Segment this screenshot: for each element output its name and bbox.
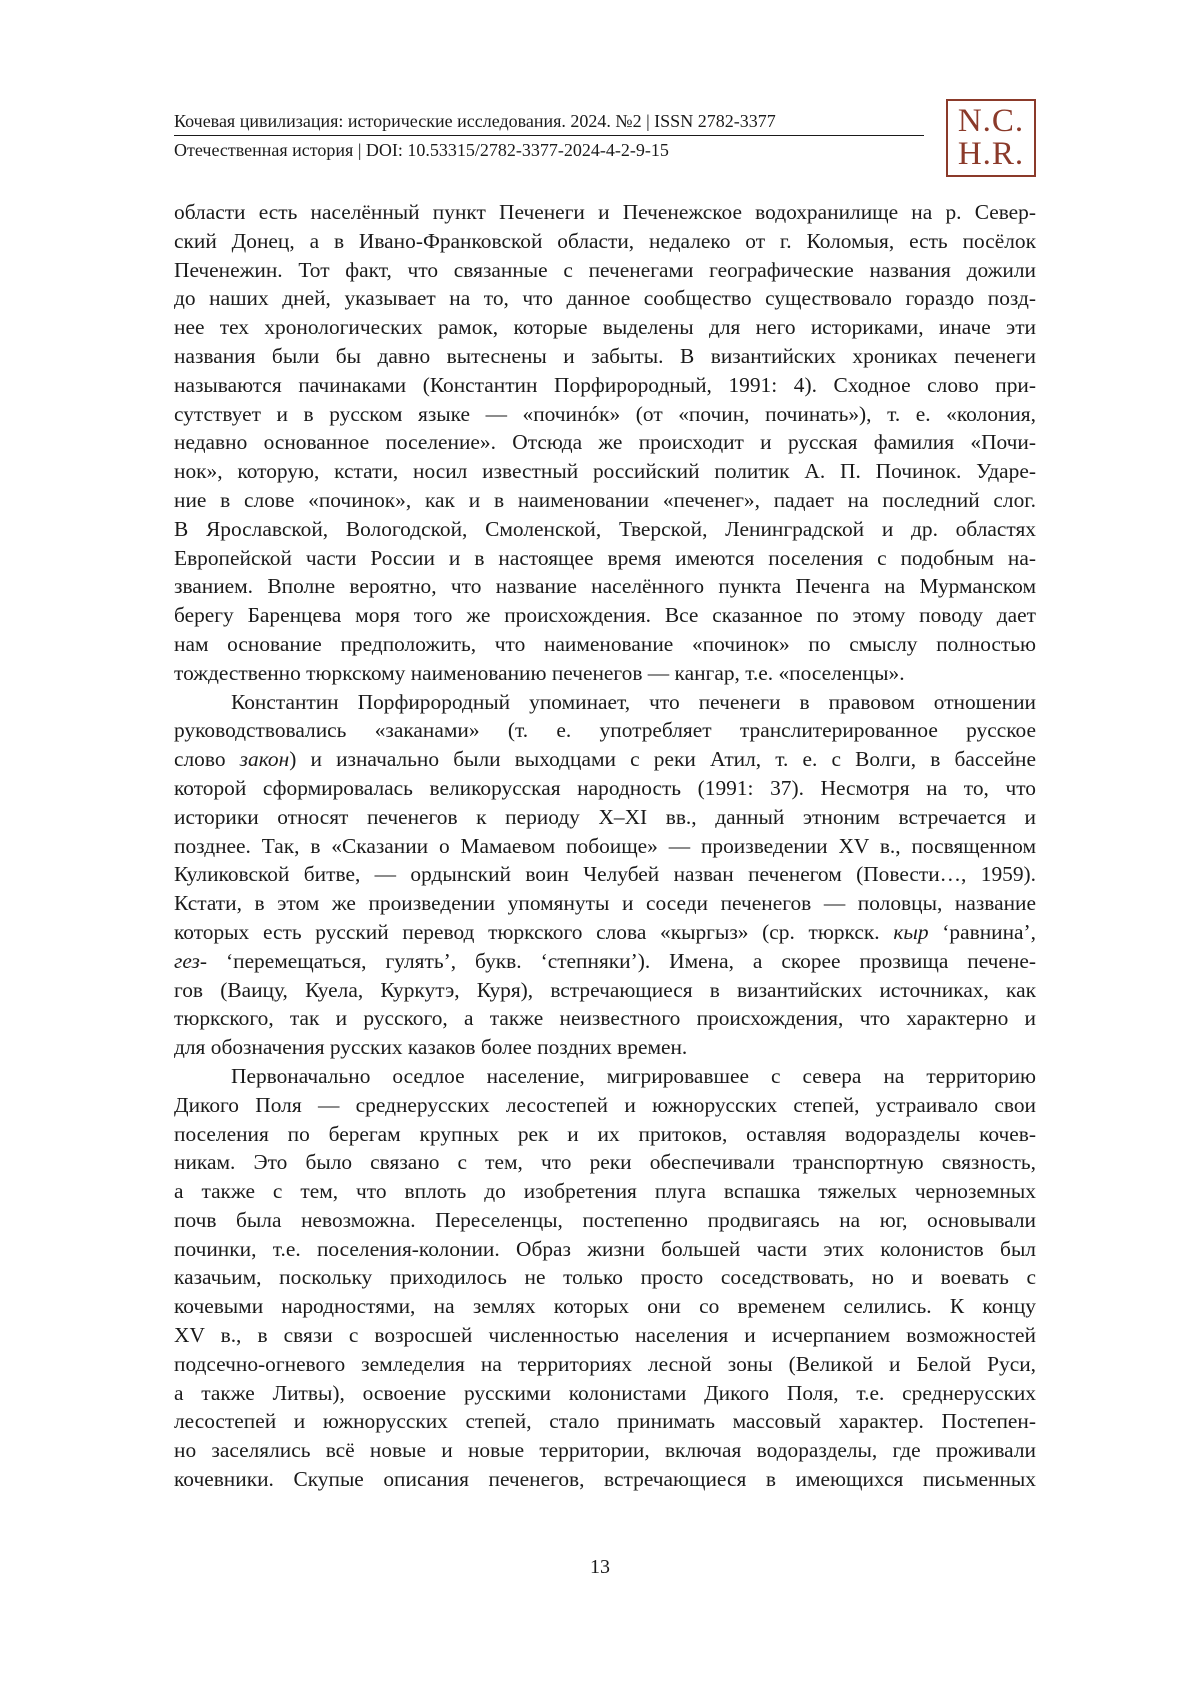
- text-line: названия были бы давно вытеснены и забыты. В византийских хрониках печенеги: [174, 343, 1036, 368]
- text-line: гов (Ваицу, Куела, Куркутэ, Куря), встречающиеся в византийских источниках, как: [174, 977, 1036, 1002]
- text-line: Первоначально оседлое население, мигрировавшее с севера на территорию: [231, 1063, 1036, 1088]
- text-line: а также Литвы), освоение русскими колонистами Дикого Поля, т.е. среднерусских: [174, 1380, 1036, 1405]
- text-line-with-italic: [174, 918, 1036, 947]
- text-line: области есть населённый пункт Печенеги и Печенежское водохранилище на р. Север-: [174, 200, 1036, 224]
- journal-title-line: Кочевая цивилизация: исторические исследования. 2024. №2 | ISSN 2782-3377: [174, 111, 776, 131]
- text-line: званием. Вполне вероятно, что название населённого пункта Печенга на Мурманском: [174, 574, 1036, 599]
- journal-logo: [946, 99, 1036, 177]
- text-run: которых есть русский перевод тюркского слова «кыргыз» (ср. тюркск.: [174, 919, 894, 944]
- text-line: а также с тем, что вплоть до изобретения плуга вспашка тяжелых черноземных: [174, 1179, 1036, 1204]
- text-line: В Ярославской, Вологодской, Смоленской, Тверской, Ленинградской и др. областях: [174, 516, 1036, 541]
- section-doi-line: Отечественная история | DOI: 10.53315/2782-3377-2024-4-2-9-15: [174, 140, 669, 160]
- text-run: ‘перемещаться, гулять’, букв. ‘степняки’). Имена, а скорее прозвища печене-: [207, 948, 1036, 973]
- text-run: ‘равнина’,: [928, 919, 1037, 944]
- text-line: почв была невозможна. Переселенцы, постепенно продвигаясь на юг, основывали: [174, 1207, 1036, 1232]
- text-line: берегу Баренцева моря того же происхождения. Все сказанное по этому поводу дает: [174, 603, 1036, 628]
- text-line: позднее. Так, в «Сказании о Мамаевом побоище» — произведении XV в., посвященном: [174, 833, 1036, 858]
- text-line: нок», которую, кстати, носил известный российский политик А. П. Починок. Ударе-: [174, 459, 1036, 484]
- running-header: [174, 108, 924, 163]
- text-line: называются пачинаками (Константин Порфирородный, 1991: 4). Сходное слово при-: [174, 372, 1036, 397]
- text-line: XV в., в связи с возросшей численностью населения и исчерпанием возможностей: [174, 1323, 1036, 1348]
- paragraph-3: [174, 1062, 1036, 1494]
- text-line: Константин Порфирородный упоминает, что печенеги в правовом отношении: [231, 689, 1036, 714]
- text-line: лесостепей и южнорусских степей, стало принимать массовый характер. Постепен-: [174, 1409, 1036, 1434]
- text-line: Европейской части России и в настоящее время имеются поселения с подобным на-: [174, 545, 1036, 570]
- text-line: для обозначения русских казаков более поздних времен.: [174, 1035, 688, 1060]
- text-line: Куликовской битве, — ордынский воин Челубей назван печенегом (Повести…, 1959).: [174, 862, 1036, 887]
- text-line: но заселялись всё новые и новые территории, включая водоразделы, где проживали: [174, 1438, 1036, 1463]
- text-line: нее тех хронологических рамок, которые выделены для него историками, иначе эти: [174, 315, 1036, 340]
- text-line: историки относят печенегов к периоду X–XI вв., данный этноним встречается и: [174, 804, 1036, 829]
- text-line: до наших дней, указывает на то, что данное сообщество существовало гораздо позд-: [174, 286, 1036, 311]
- text-line: Кстати, в этом же произведении упомянуты и соседи печенегов — половцы, название: [174, 891, 1036, 916]
- text-run: слово: [174, 747, 240, 772]
- text-line: кочевники. Скупые описания печенегов, встречающиеся в имеющихся письменных: [174, 1467, 1036, 1492]
- logo-line-2: H.R.: [957, 136, 1025, 172]
- text-line: тюркского, так и русского, а также неизвестного происхождения, что характерно и: [174, 1006, 1036, 1031]
- text-line: Дикого Поля — среднерусских лесостепей и южнорусских степей, устраивало свои: [174, 1092, 1036, 1117]
- text-line: нам основание предположить, что наименование «починок» по смыслу полностью: [174, 631, 1036, 656]
- italic-term: закон: [239, 747, 290, 772]
- paragraph-1: [174, 198, 1036, 688]
- paragraph-2: [174, 688, 1036, 1062]
- text-line: ние в слове «починок», как и в наименовании «печенег», падает на последний слог.: [174, 487, 1036, 512]
- text-line: руководствовались «заканами» (т. е. употребляет транслитерированное русское: [174, 718, 1036, 743]
- text-run: ) и изначально были выходцами с реки Атил, т. е. с Волги, в бассейне: [289, 747, 1036, 772]
- text-line: Печенежин. Тот факт, что связанные с печенегами географические названия дожили: [174, 257, 1036, 282]
- text-line-with-italic: [174, 745, 1036, 774]
- text-line: казачьим, поскольку приходилось не только просто соседствовать, но и воевать с: [174, 1265, 1036, 1290]
- text-line: починки, т.е. поселения-колонии. Образ жизни большей части этих колонистов был: [174, 1236, 1036, 1261]
- header-divider: [174, 135, 924, 136]
- page-number: 13: [590, 1556, 610, 1578]
- article-body: [174, 198, 1036, 1494]
- text-line: сутствует и в русском языке — «починóк» (от «почин, починать»), т. е. «колония,: [174, 401, 1036, 426]
- italic-term: гез-: [174, 948, 208, 973]
- text-line-with-italic: [174, 947, 1036, 976]
- text-line: ский Донец, а в Ивано-Франковской области, недалеко от г. Коломыя, есть посёлок: [174, 228, 1036, 253]
- text-line: поселения по берегам крупных рек и их притоков, оставляя водоразделы кочев-: [174, 1121, 1036, 1146]
- text-line: которой сформировалась великорусская народность (1991: 37). Несмотря на то, что: [174, 775, 1036, 800]
- text-line: кочевыми народностями, на землях которых они со временем селились. К концу: [174, 1294, 1036, 1319]
- text-line: никам. Это было связано с тем, что реки обеспечивали транспортную связность,: [174, 1150, 1036, 1175]
- text-line: подсечно-огневого земледелия на территориях лесной зоны (Великой и Белой Руси,: [174, 1351, 1036, 1376]
- italic-term: кыр: [893, 919, 929, 944]
- logo-line-1: N.C.: [957, 103, 1025, 139]
- text-line: тождественно тюркскому наименованию печенегов — кангар, т.е. «поселенцы».: [174, 660, 905, 685]
- text-line: недавно основанное поселение». Отсюда же происходит и русская фамилия «Почи-: [174, 430, 1036, 455]
